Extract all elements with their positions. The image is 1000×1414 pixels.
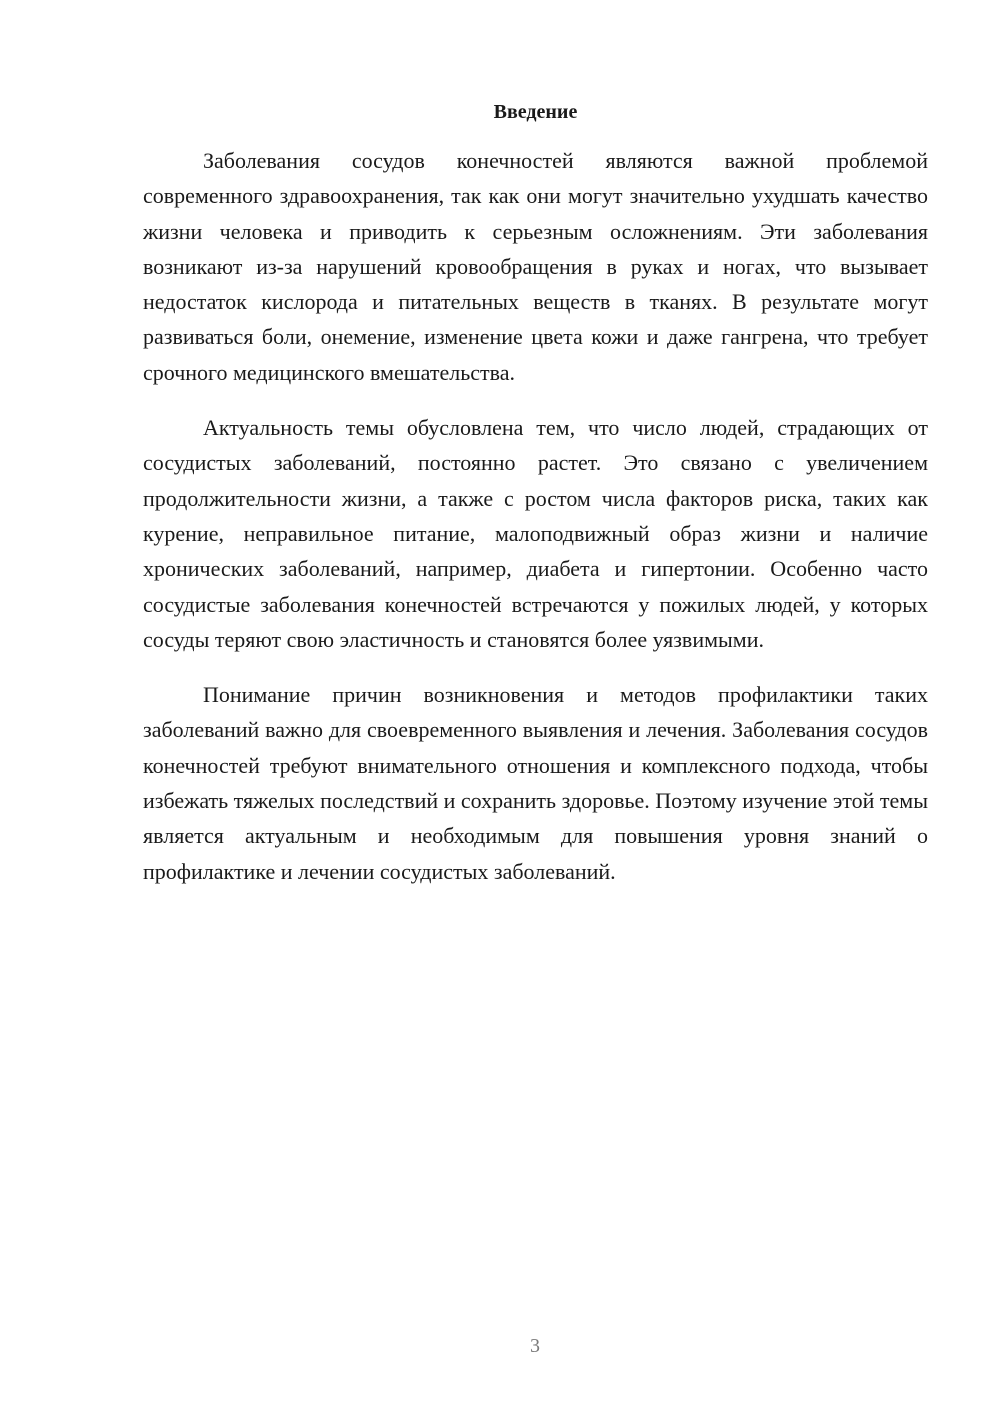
paragraph-3: Понимание причин возникновения и методов профилактики таких заболеваний важно для своевременного выявления и лечения. Заболевания сосудов конечностей требуют внимательного отношения и комплексного подхода, чтобы избежать тяжелых последствий и сохранить здоровье. Поэтому изучение этой темы является актуальным и необходимым для повышения уровня знаний о профилактике и лечении сосудистых заболеваний. — [143, 682, 928, 884]
body-text — [143, 143, 928, 909]
paragraph-1: Заболевания сосудов конечностей являются важной проблемой современного здравоохранения, так как они могут значительно ухудшать качество жизни человека и приводить к серьезным осложнениям. Эти заболевания возникают из-за нарушений кровообращения в руках и ногах, что вызывает недостаток кислорода и питательных веществ в тканях. В результате могут развиваться боли, онемение, изменение цвета кожи и даже гангрена, что требует срочного медицинского вмешательства. — [143, 148, 928, 385]
page-number: 3 — [530, 1335, 540, 1357]
section-heading: Введение — [493, 101, 578, 123]
paragraph-2: Актуальность темы обусловлена тем, что число людей, страдающих от сосудистых заболеваний, постоянно растет. Это связано с увеличением продолжительности жизни, а также с ростом числа факторов риска, таких как курение, неправильное питание, малоподвижный образ жизни и наличие хронических заболеваний, например, диабета и гипертонии. Особенно часто сосудистые заболевания конечностей встречаются у пожилых людей, у которых сосуды теряют свою эластичность и становятся более уязвимыми. — [143, 415, 928, 652]
